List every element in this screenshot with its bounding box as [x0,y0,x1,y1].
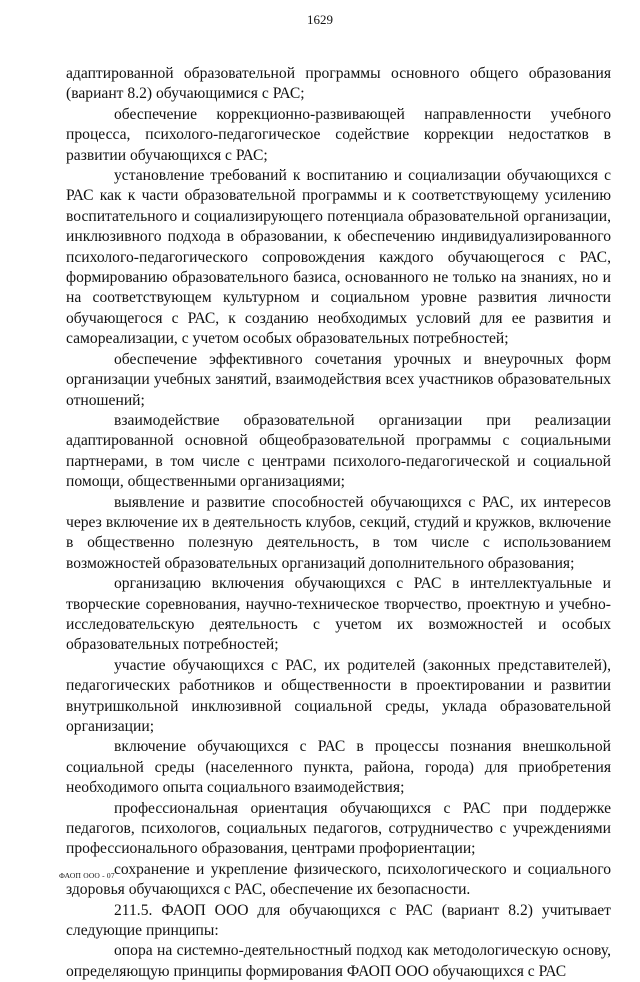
paragraph-12: 211.5. ФАОП ООО для обучающихся с РАС (вариант 8.2) учитывает следующие принципы: [66,901,611,940]
paragraph-10: профессиональная ориентация обучающихся с РАС при поддержке педагогов, психологов, социальных педагогов, сотрудничество с учреждениями профессионального образования, центрами профориентации; [66,799,611,858]
paragraph-6: выявление и развитие способностей обучающихся с РАС, их интересов через включение их в деятельность клубов, секций, студий и кружков, включение в общественно полезную деятельность, в том числе с использованием возможностей образовательных организаций дополнительного образования; [66,493,611,572]
paragraph-5: взаимодействие образовательной организации при реализации адаптированной основной общеобразовательной программы с социальными партнерами, в том числе с центрами психолого-педагогической и социальной помощи, общественными организациями; [66,411,611,491]
paragraph-1: адаптированной образовательной программы основного общего образования (вариант 8.2) обучающимися с РАС; [66,65,611,103]
page-footer: ФАОП ООО - 07 [59,871,115,880]
document-body [66,64,611,982]
paragraph-8: участие обучающихся с РАС, их родителей (законных представителей), педагогических работников и общественности в проектировании и развитии внутришкольной инклюзивной социальной среды, уклада образовательной организации; [66,656,611,735]
paragraph-7: организацию включения обучающихся с РАС в интеллектуальные и творческие соревнования, научно-техническое творчество, проектную и учебно-исследовательскую деятельность с учетом их возможностей и особых образовательных потребностей; [66,575,611,654]
page-number: 1629 [307,12,333,27]
paragraph-13: опора на системно-деятельностный подход как методологическую основу, определяющую принципы формирования ФАОП ООО обучающихся с РАС [66,942,611,980]
paragraph-3: установление требований к воспитанию и социализации обучающихся с РАС как к части образовательной программы и к соответствующему усилению воспитательного и социализирующего потенциала образовательной организации, инклюзивного подхода в образовании, к обеспечению индивидуализированного психолого-педагогического сопровождения каждого обучающегося с РАС, формированию образовательного базиса, основанного не только на знаниях, но и на соответствующем культурном и социальном уровне развития личности обучающегося с РАС, к созданию необходимых условий для ее развития и самореализации, с учетом особых образовательных потребностей; [66,167,611,348]
paragraph-2: обеспечение коррекционно-развивающей направленности учебного процесса, психолого-педагогическое содействие коррекции недостатков в развитии обучающихся с РАС; [66,105,611,164]
paragraph-4: обеспечение эффективного сочетания урочных и внеурочных форм организации учебных занятий, взаимодействия всех участников образовательных отношений; [66,350,611,409]
paragraph-11: сохранение и укрепление физического, психологического и социального здоровья обучающихся с РАС, обеспечение их безопасности. [66,860,611,899]
paragraph-9: включение обучающихся с РАС в процессы познания внешкольной социальной среды (населенного пункта, района, города) для приобретения необходимого опыта социального взаимодействия; [66,738,611,797]
